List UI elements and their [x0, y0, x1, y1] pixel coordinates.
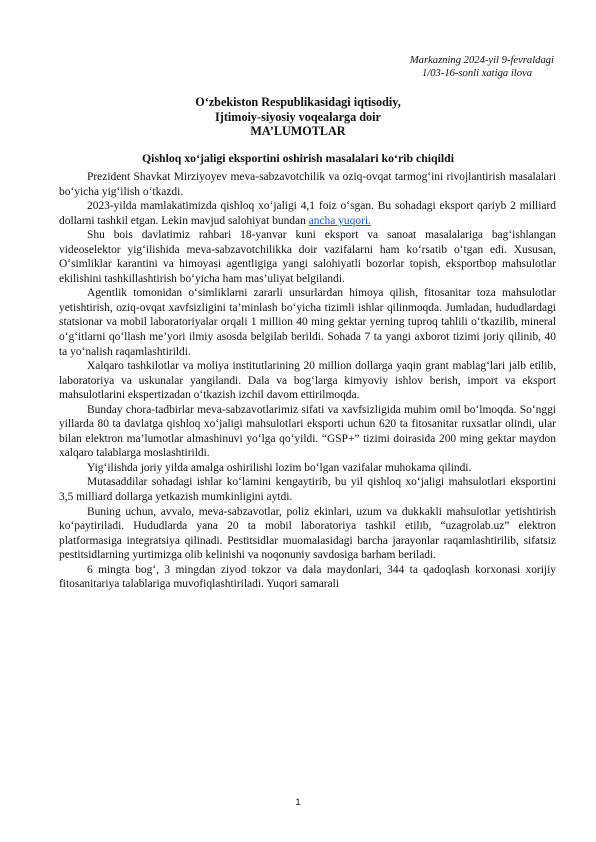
document-annotation: [354, 54, 554, 80]
paragraph-7: Yig‘ilishda joriy yilda amalga oshirilishi lozim bo‘lgan vazifalar muhokama qilindi.: [87, 461, 472, 474]
heading-line-2: Ijtimoiy-siyosiy voqealarga doir: [215, 109, 381, 124]
heading-line-3: MA’LUMOTLAR: [250, 124, 346, 138]
paragraph-2-text: 2023-yilda mamlakatimizda qishloq xo‘jaligi 4,1 foiz o‘sgan. Bu sohadagi eksport qariyb 2 milliard dollarni tashkil etgan. Lekin mavjud salohiyat bundan: [59, 200, 556, 227]
paragraph-9: Buning uchun, avvalo, meva-sabzavotlar, poliz ekinlari, uzum va dukkakli mahsulotlar yetishtirish ko‘paytiriladi. Hududlarda yana 20 ta mobil laboratoriya tashkil etilib, “uzagrolab.uz” elektron platformasiga integratsiya qilinadi. Pestitsidlar muomalasidagi barcha jarayonlar raqamlashtirilib, sifatsiz pestitsidlarning yurtimizga olib kelinishi va noqonuniy savdosiga barham beriladi.: [59, 505, 556, 562]
annotation-line-2: 1/03-16-sonli xatiga ilova: [421, 68, 532, 80]
paragraph-1: Prezident Shavkat Mirziyoyev meva-sabzavotchilik va oziq-ovqat tarmog‘ini rivojlantirish masalalari bo‘yicha yig‘ilish o‘tkazdi.: [59, 171, 556, 198]
paragraph-8: Mutasaddilar sohadagi ishlar ko‘lamini kengaytirib, bu yil qishloq xo‘jaligi mahsulotlari eksportini 3,5 milliard dollarga yetkazish mumkinligini aytdi.: [59, 476, 556, 504]
page-number: 1: [295, 797, 301, 808]
section-title: Qishloq xo‘jaligi eksportini oshirish masalalari ko‘rib chiqildi: [141, 151, 454, 165]
paragraph-4: Agentlik tomonidan o‘simliklarni zararli unsurlardan himoya qilish, fitosanitar toza mahsulotlar yetishtirish, oziq-ovqat xavfsizligini ta’minlash bo‘yicha tizimli ishlar qilinmoqda. Jumladan, hududlardagi statsionar va mobil laboratoriyalar orqali 1 million 40 ming gektar yerning tuproq tahlili o‘tkazilib, mineral o‘g‘itlarni qo‘llash me’yori ilmiy asosda belgilab berildi. Sohada 7 ta yangi axborot tizimi joriy qilinib, 40 ta yo‘nalish raqamlashtirildi.: [59, 287, 556, 358]
heading-line-1: O‘zbekiston Respublikasidagi iqtisodiy,: [195, 95, 401, 109]
paragraph-10: 6 mingta bog‘, 3 mingdan ziyod tokzor va dala maydonlari, 344 ta qadoqlash korxonasi xorijiy fitosanitariya talablariga muvofiqlashtiriladi. Yuqori samarali: [59, 563, 556, 591]
document-heading: [40, 95, 556, 139]
paragraph-6: Bunday chora-tadbirlar meva-sabzavotlarimiz sifati va xavfsizligida muhim omil bo‘lmoqda. So‘nggi yillarda 80 ta davlatga qishloq xo‘jaligi mahsulotlari eksporti uchun 620 ta fitosanitar ruxsatlar olindi, ular bilan elektron ma’lumotlar almashinuvi yo‘lga qo‘yildi. “GSP+” tizimi doirasida 200 ming gektar maydon xalqaro talablarga moslashtirildi.: [59, 403, 556, 460]
document-body: [59, 170, 556, 592]
paragraph-5: Xalqaro tashkilotlar va moliya institutlarining 20 million dollarga yaqin grant mablag‘lari jalb etilib, laboratoriya va uskunalar yangilandi. Dala va bog‘larga kimyoviy ishlov berish, import va eksport mahsulotlarini ekspertizadan o‘tkazish izchil davom ettirilmoqda.: [59, 360, 556, 402]
paragraph-2: [59, 199, 556, 228]
annotation-line-1: Markazning 2024-yil 9-fevraldagi: [409, 55, 554, 66]
ancha-yuqori-link[interactable]: ancha yuqori.: [308, 214, 371, 227]
paragraph-3: Shu bois davlatimiz rahbari 18-yanvar kuni eksport va sanoat masalalariga bag‘ishlangan videoselektor yig‘ilishida meva-sabzavotchilikka doir vazifalarni ham ko‘rsatib o‘tgan edi. Xususan, O‘simliklar karantini va himoyasi agentligiga yangi salohiyatli bozorlar topish, eksportbop mahsulotlar ekilishini tashkillashtirish bo‘yicha ham mas’uliyat belgilandi.: [59, 229, 556, 285]
